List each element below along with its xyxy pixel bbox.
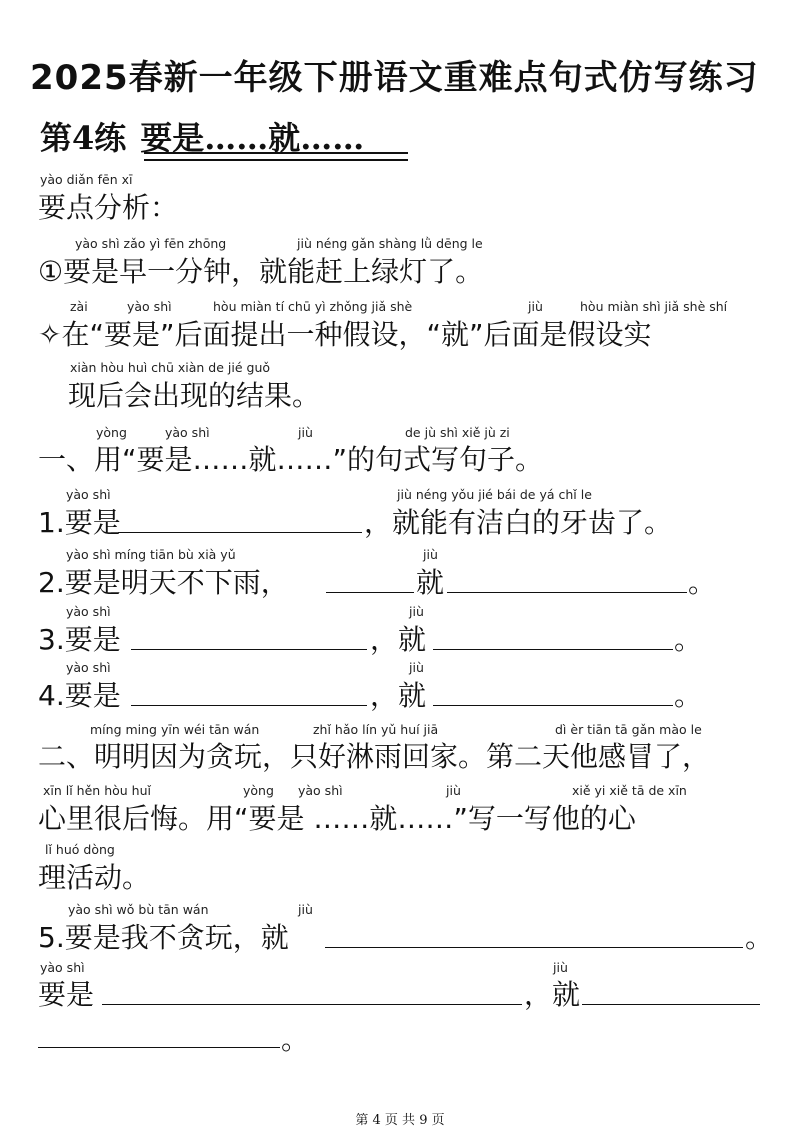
example-pinyin-2: jiù néng gǎn shàng lǜ dēng le: [297, 236, 483, 251]
note-pinyin-2: yào shì: [127, 299, 172, 314]
page-number-footer: 第 4 页 共 9 页: [355, 1113, 445, 1128]
item4-blank-1[interactable]: [131, 705, 367, 706]
lesson-topic: 要是……就……: [140, 119, 365, 157]
item3-prefix: 3.要是: [38, 623, 121, 656]
item6-blank-1[interactable]: [102, 1004, 522, 1005]
lesson-number: 第4练: [40, 119, 127, 157]
item4-pinyin-2: jiù: [409, 660, 424, 675]
item5-end: 。: [745, 921, 774, 954]
note-pinyin-4: jiù: [528, 299, 543, 314]
item3-blank-1[interactable]: [131, 649, 367, 650]
note-pinyin-1: zài: [70, 299, 88, 314]
item5-pinyin-2: jiù: [298, 902, 313, 917]
item4-prefix: 4.要是: [38, 679, 121, 712]
section2-pinyin-1: míng ming yīn wéi tān wán: [90, 722, 260, 737]
item6-pinyin-1: yào shì: [40, 960, 85, 975]
section2-pinyin-5: yòng: [243, 783, 274, 798]
item1-pinyin-2: jiù néng yǒu jié bái de yá chǐ le: [397, 487, 592, 502]
item1-pinyin-1: yào shì: [66, 487, 111, 502]
section2-line-3: 理活动。: [38, 861, 151, 894]
item5-prefix: 5.要是我不贪玩，就: [38, 921, 289, 954]
item2-blank-2[interactable]: [447, 592, 687, 593]
section1-pinyin-3: jiù: [298, 425, 313, 440]
section2-pinyin-3: dì èr tiān tā gǎn mào le: [555, 722, 702, 737]
section1-heading: 一、用“要是……就……”的句式写句子。: [38, 443, 544, 476]
item3-pinyin-1: yào shì: [66, 604, 111, 619]
item5-answer-blank[interactable]: [325, 947, 743, 948]
section2-line-1: 二、明明因为贪玩，只好淋雨回家。第二天他感冒了，: [38, 740, 711, 773]
item3-end: 。: [674, 623, 703, 656]
item5-pinyin-1: yào shì wǒ bù tān wán: [68, 902, 209, 917]
analysis-label: 要点分析：: [38, 191, 179, 224]
item6-prefix: 要是: [38, 978, 95, 1011]
section2-pinyin-6: yào shì: [298, 783, 343, 798]
item6-blank-3[interactable]: [38, 1047, 280, 1048]
section1-pinyin-1: yòng: [96, 425, 127, 440]
item4-end: 。: [674, 679, 703, 712]
item2-blank-1[interactable]: [326, 592, 414, 593]
section1-pinyin-4: de jù shì xiě jù zi: [405, 425, 510, 440]
note-pinyin-6: xiàn hòu huì chū xiàn de jié guǒ: [70, 360, 271, 375]
item2-pinyin-2: jiù: [423, 547, 438, 562]
item2-pinyin-1: yào shì míng tiān bù xià yǔ: [66, 547, 236, 562]
note-line-1: ✧在“要是”后面提出一种假设，“就”后面是假设实: [38, 318, 652, 351]
section2-line-2: 心里很后悔。用“要是 ……就……”写一写他的心: [38, 802, 636, 835]
item2-jiu: 就: [416, 566, 445, 599]
note-pinyin-3: hòu miàn tí chū yì zhǒng jiǎ shè: [213, 299, 413, 314]
item2-end: 。: [688, 566, 717, 599]
item4-blank-2[interactable]: [433, 705, 673, 706]
item3-blank-2[interactable]: [433, 649, 673, 650]
section2-pinyin-7: jiù: [446, 783, 461, 798]
item4-jiu: ，就: [370, 679, 427, 712]
double-underline: [144, 152, 408, 161]
note-pinyin-5: hòu miàn shì jiǎ shè shí: [580, 299, 728, 314]
analysis-pinyin: yào diǎn fēn xī: [40, 172, 133, 187]
page-title: 2025春新一年级下册语文重难点句式仿写练习: [30, 58, 759, 98]
item4-pinyin-1: yào shì: [66, 660, 111, 675]
item6-pinyin-2: jiù: [553, 960, 568, 975]
section2-pinyin-8: xiě yi xiě tā de xīn: [572, 783, 687, 798]
section1-pinyin-2: yào shì: [165, 425, 210, 440]
section2-pinyin-4: xīn lǐ hěn hòu huǐ: [43, 783, 151, 798]
section2-pinyin-9: lǐ huó dòng: [45, 842, 115, 857]
item3-jiu: ，就: [370, 623, 427, 656]
item1-suffix: ，就能有洁白的牙齿了。: [364, 506, 673, 539]
section2-pinyin-2: zhǐ hǎo lín yǔ huí jiā: [313, 722, 439, 737]
example-pinyin-1: yào shì zǎo yì fēn zhōng: [75, 236, 227, 251]
item6-jiu: ，就: [524, 978, 581, 1011]
item1-prefix: 1.要是: [38, 506, 121, 539]
example-sentence: ①要是早一分钟，就能赶上绿灯了。: [38, 255, 484, 288]
item6-end: 。: [281, 1023, 310, 1056]
item2-prefix: 2.要是明天不下雨，: [38, 566, 289, 599]
item6-blank-2[interactable]: [582, 1004, 760, 1005]
note-line-2: 现后会出现的结果。: [68, 379, 321, 412]
item1-answer-blank[interactable]: [118, 532, 362, 533]
item3-pinyin-2: jiù: [409, 604, 424, 619]
